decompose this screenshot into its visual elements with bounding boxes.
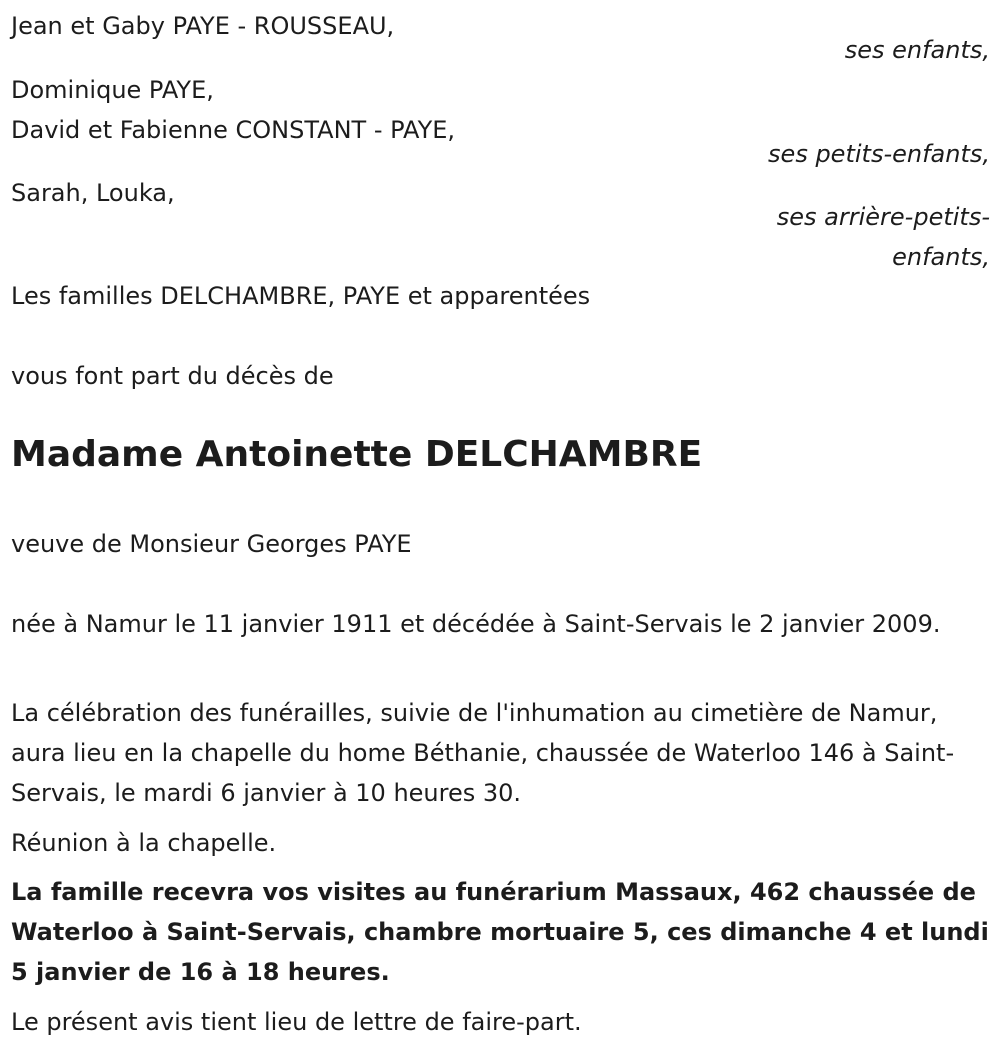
- related-families: Les familles DELCHAMBRE, PAYE et apparentées: [11, 282, 591, 310]
- widow-of: veuve de Monsieur Georges PAYE: [11, 530, 412, 558]
- grandchild-name-2: David et Fabienne CONSTANT - PAYE,: [11, 116, 456, 144]
- closing-note: Le présent avis tient lieu de lettre de faire-part.: [11, 1008, 582, 1036]
- deceased-name: Madame Antoinette DELCHAMBRE: [11, 434, 703, 475]
- great-grandchildren-role-line2: enfants,: [892, 243, 990, 271]
- visits-details: La famille recevra vos visites au funérarium Massaux, 462 chaussée de Waterloo à Saint-Servais, chambre mortuaire 5, ces dimanche 4 et lundi 5 janvier de 16 à 18 heures.: [11, 878, 989, 986]
- birth-death-dates: née à Namur le 11 janvier 1911 et décédée à Saint-Servais le 2 janvier 2009.: [11, 610, 941, 638]
- children-role: ses enfants,: [844, 36, 990, 64]
- meeting-place: Réunion à la chapelle.: [11, 829, 277, 857]
- grandchild-name-1: Dominique PAYE,: [11, 76, 214, 104]
- intro-text: vous font part du décès de: [11, 362, 334, 390]
- ceremony-details: La célébration des funérailles, suivie de l'inhumation au cimetière de Namur, aura lieu en la chapelle du home Béthanie, chaussée de Waterloo 146 à Saint-Servais, le mardi 6 janvier à 10 heures 30.: [11, 699, 955, 807]
- children-names: Jean et Gaby PAYE - ROUSSEAU,: [11, 12, 395, 40]
- great-grandchildren-names: Sarah, Louka,: [11, 179, 175, 207]
- great-grandchildren-role-line1: ses arrière-petits-: [776, 203, 990, 231]
- grandchildren-role: ses petits-enfants,: [768, 140, 990, 168]
